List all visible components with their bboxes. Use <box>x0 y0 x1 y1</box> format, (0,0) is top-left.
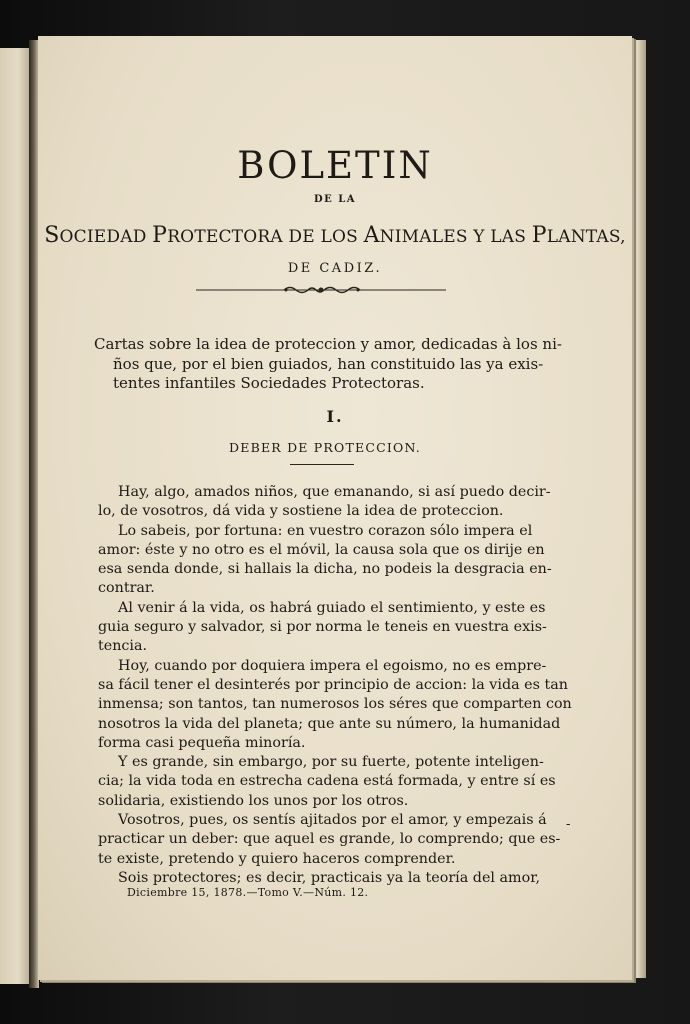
intro-line: tentes infantiles Sociedades Protectoras. <box>113 374 425 392</box>
body-line: inmensa; son tantos, tan numerosos los séres que comparten con <box>98 696 572 713</box>
body-line: Hoy, cuando por doquiera impera el egoismo, no es empre- <box>118 657 547 674</box>
society-word: SOCIEDAD <box>44 223 153 248</box>
margin-mark: - <box>566 817 571 832</box>
masthead-city: DE CADIZ. <box>287 261 383 276</box>
body-line: Lo sabeis, por fortuna: en vuestro corazon sólo impera el <box>118 522 533 539</box>
left-page-edge <box>0 48 32 984</box>
body-line: Vosotros, pues, os sentís ajitados por el amor, y empezais á <box>118 812 547 829</box>
body-line: nosotros la vida del planeta; que ante su número, la humanidad <box>98 715 561 732</box>
society-name <box>38 223 632 250</box>
page-footer: Diciembre 15, 1878.—Tomo V.—Núm. 12. <box>127 886 369 899</box>
society-word: ANIMALES Y LAS <box>363 223 532 248</box>
body-text <box>98 483 572 888</box>
body-line: solidaria, existiendo los unos por los otros. <box>98 792 409 809</box>
intro-line: Cartas sobre la idea de proteccion y amor, dedicadas à los ni- <box>94 335 562 353</box>
society-word: PROTECTORA DE LOS <box>152 223 364 248</box>
section-rule <box>290 464 354 465</box>
body-line: practicar un deber: que aquel es grande, lo comprendo; que es- <box>98 831 561 848</box>
book-page <box>38 36 632 980</box>
body-line: esa senda donde, si hallais la dicha, no podeis la desgracia en- <box>98 561 552 578</box>
section-title: DEBER DE PROTECCION. <box>229 440 421 455</box>
body-line: cia; la vida toda en estrecha cadena está formada, y entre sí es <box>98 773 556 790</box>
body-line: lo, de vosotros, dá vida y sostiene la idea de proteccion. <box>98 503 504 520</box>
body-line: Sois protectores; es decir, practicais ya la teoría del amor, <box>118 869 541 886</box>
body-line: guia seguro y salvador, si por norma le teneis en vuestra exis- <box>98 619 547 636</box>
intro-paragraph <box>94 335 562 394</box>
intro-line: ños que, por el bien guiados, han constituido las ya exis- <box>113 354 544 373</box>
body-line: amor: éste y no otro es el móvil, la causa sola que os dirije en <box>98 541 545 558</box>
body-line: sa fácil tener el desinterés por principio de accion: la vida es tan <box>98 676 568 693</box>
body-line: Al venir á la vida, os habrá guiado el sentimiento, y este es <box>118 599 546 616</box>
page-stack-edge <box>632 40 646 978</box>
body-line: te existe, pretendo y quiero haceros comprender. <box>98 850 456 867</box>
masthead-title: BOLETIN <box>237 144 433 187</box>
body-line: contrar. <box>98 580 155 597</box>
body-line: forma casi pequeña minoría. <box>98 734 306 751</box>
masthead-de-la: DE LA <box>313 194 357 205</box>
body-line: Hay, algo, amados niños, que emanando, si así puedo decir- <box>118 484 551 500</box>
body-line: tencia. <box>98 638 148 655</box>
society-word: PLANTAS, <box>531 223 626 248</box>
section-number: I. <box>326 407 344 426</box>
body-line: Y es grande, sin embargo, por su fuerte, potente inteligen- <box>118 754 544 771</box>
ornament-rule-icon <box>196 284 446 296</box>
